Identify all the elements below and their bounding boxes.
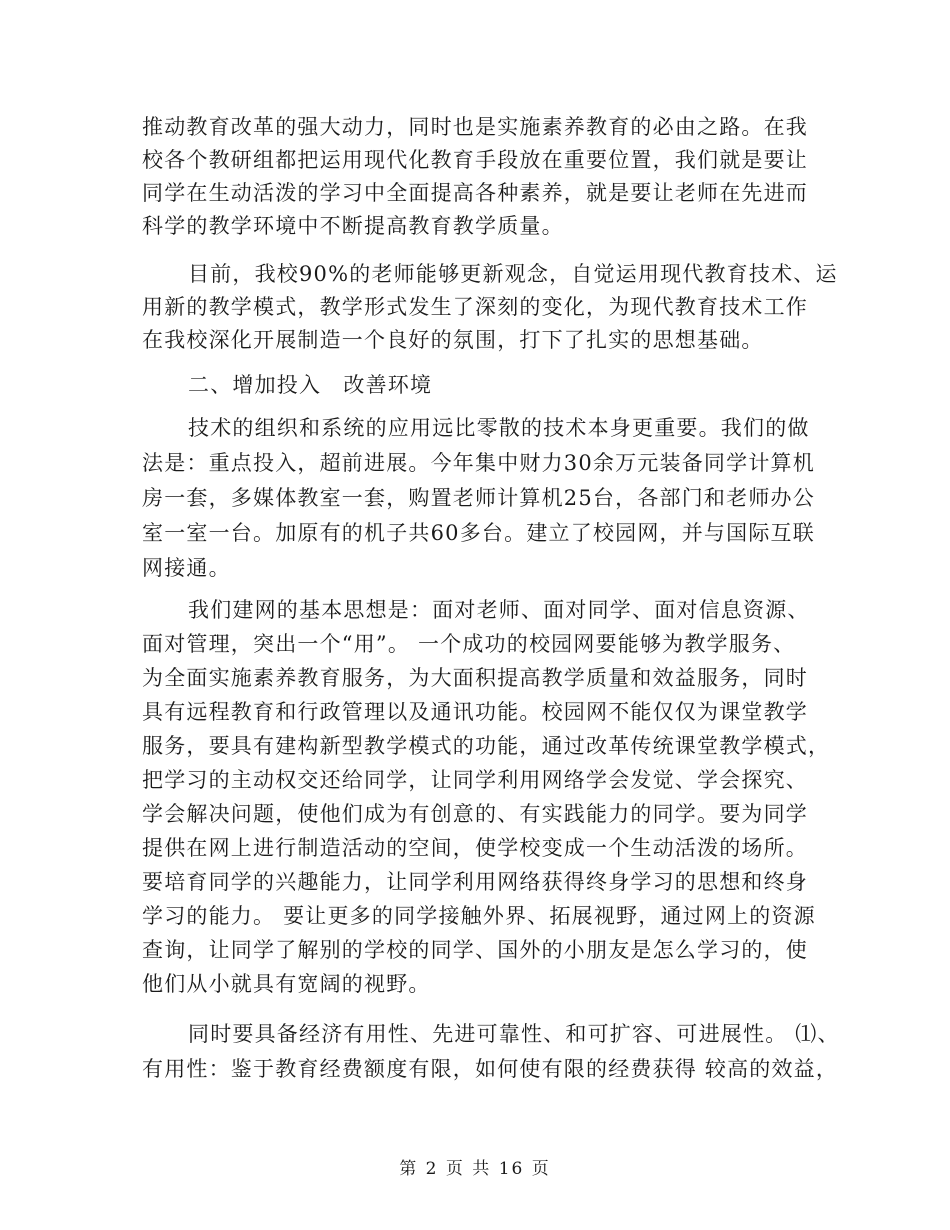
text-line: 要培育同学的兴趣能力，让同学利用网络获得终身学习的思想和终身: [142, 870, 808, 894]
text-line: 学会解决问题，使他们成为有创意的、有实践能力的同学。要为同学: [142, 802, 808, 826]
text-line: 具有远程教育和行政管理以及通讯功能。校园网不能仅仅为课堂教学: [142, 700, 808, 724]
page-number-footer: 第 2 页 共 16 页: [399, 1159, 551, 1179]
text-line: 面对管理，突出一个“用”。 一个成功的校园网要能够为教学服务、: [142, 632, 796, 656]
text-line: 房一套，多媒体教室一套，购置老师计算机25台，各部门和老师办公: [142, 486, 815, 510]
text-line: 我们建网的基本思想是：面对老师、面对同学、面对信息资源、: [188, 598, 810, 622]
text-line: 为全面实施素养教育服务，为大面积提高教学质量和效益服务，同时: [142, 666, 808, 690]
text-line: 推动教育改革的强大动力，同时也是实施素养教育的必由之路。在我: [142, 115, 808, 139]
text-line: 查询，让同学了解别的学校的同学、国外的小朋友是怎么学习的，使: [142, 938, 808, 962]
section-heading: 二、增加投入 改善环境: [188, 373, 433, 397]
text-line: 科学的教学环境中不断提高教育教学质量。: [142, 214, 564, 238]
text-line: 校各个教研组都把运用现代化教育手段放在重要位置，我们就是要让: [142, 148, 808, 172]
text-line: 在我校深化开展制造一个良好的氛围，打下了扎实的思想基础。: [142, 328, 764, 352]
text-line: 同学在生动活泼的学习中全面提高各种素养，就是要让老师在先进而: [142, 181, 808, 205]
text-line: 服务，要具有建构新型教学模式的功能，通过改革传统课堂教学模式，: [142, 734, 831, 758]
text-line: 网接通。: [142, 556, 231, 580]
text-line: 学习的能力。 要让更多的同学接触外界、拓展视野，通过网上的资源: [142, 904, 816, 928]
text-line: 把学习的主动权交还给同学，让同学利用网络学会发觉、学会探究、: [142, 768, 808, 792]
text-line: 同时要具备经济有用性、先进可靠性、和可扩容、可进展性。 ⑴、: [188, 1022, 840, 1046]
text-line: 法是：重点投入，超前进展。今年集中财力30余万元装备同学计算机: [142, 451, 815, 475]
text-line: 提供在网上进行制造活动的空间，使学校变成一个生动活泼的场所。: [142, 836, 808, 860]
text-line: 他们从小就具有宽阔的视野。: [142, 972, 431, 996]
text-line: 技术的组织和系统的应用远比零散的技术本身更重要。我们的做: [188, 416, 810, 440]
text-line: 目前，我校90%的老师能够更新观念，自觉运用现代教育技术、运: [188, 262, 838, 286]
text-line: 有用性：鉴于教育经费额度有限，如何使有限的经费获得 较高的效益，: [142, 1057, 839, 1081]
text-line: 用新的教学模式，教学形式发生了深刻的变化，为现代教育技术工作: [142, 295, 808, 319]
text-line: 室一室一台。加原有的机子共60多台。建立了校园网，并与国际互联: [142, 521, 815, 545]
